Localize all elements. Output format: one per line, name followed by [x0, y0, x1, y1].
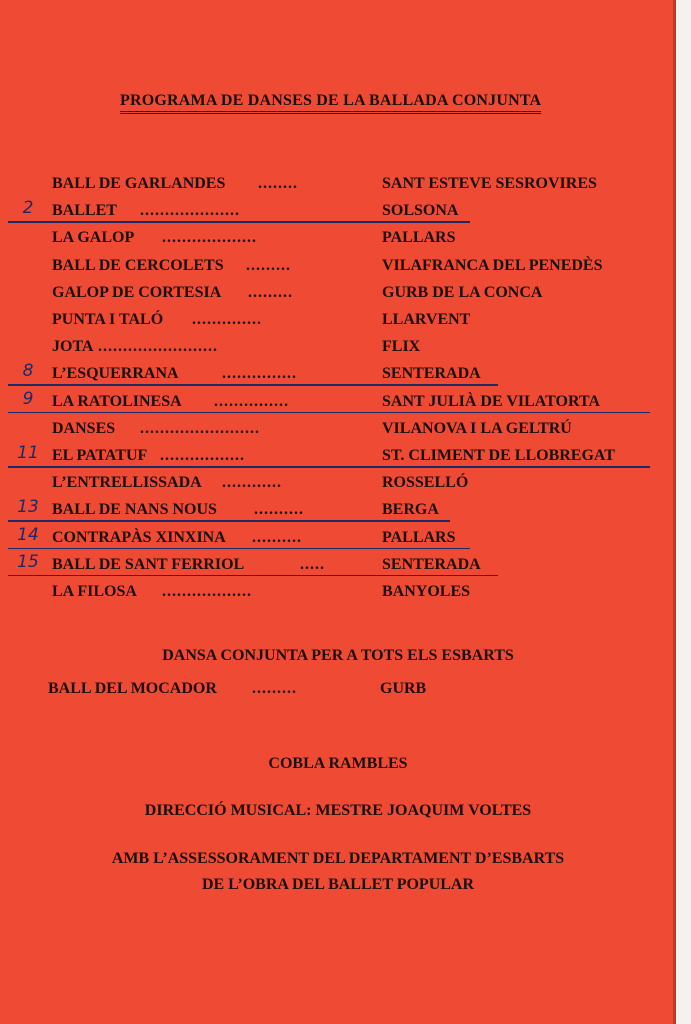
esbart-name: PALLARS	[382, 229, 456, 247]
handwritten-number: 14	[17, 524, 39, 545]
dance-name: JOTA	[52, 338, 94, 356]
dance-name: BALL DE CERCOLETS	[52, 256, 224, 274]
program-row	[0, 474, 676, 500]
program-row	[0, 338, 676, 364]
leader-dots: ..............	[192, 311, 262, 328]
esbart-name: VILAFRANCA DEL PENEDÈS	[382, 256, 603, 274]
joint-dance-group: GURB	[380, 680, 427, 697]
handwritten-underline	[8, 520, 450, 522]
esbart-name: BANYOLES	[382, 583, 471, 600]
advice-line-2: DE L’OBRA DEL BALLET POPULAR	[201, 876, 475, 893]
leader-dots: .................	[160, 447, 245, 464]
handwritten-number: 9	[22, 388, 34, 409]
program-row	[0, 443, 676, 473]
handwritten-underline	[8, 575, 498, 577]
esbart-name: GURB DE LA CONCA	[382, 283, 543, 301]
program-row	[0, 198, 676, 228]
handwritten-number: 2	[22, 198, 34, 219]
esbart-name: SOLSONA	[382, 202, 459, 220]
dance-name: EL PATATUF	[52, 447, 148, 464]
leader-dots: ........................	[140, 419, 260, 437]
dance-name: BALLET	[52, 202, 117, 220]
advice-line-1: AMB L’ASSESSORAMENT DEL DEPARTAMENT D’ESBARTS	[111, 850, 565, 867]
leader-dots: ..................	[162, 583, 252, 600]
esbart-name: FLIX	[382, 338, 421, 356]
program-row	[0, 388, 676, 419]
esbart-name: SANT JULIÀ DE VILATORTA	[382, 392, 601, 410]
leader-dots: .........	[248, 283, 293, 301]
program-row	[0, 311, 676, 337]
dance-name: LA RATOLINESA	[52, 392, 182, 410]
leader-dots: ........................	[98, 338, 218, 356]
dance-name: LA GALOP	[52, 229, 135, 247]
dance-name: BALL DE SANT FERRIOL	[52, 555, 245, 573]
joint-dance-name: BALL DEL MOCADOR	[48, 680, 217, 697]
esbart-name: LLARVENT	[382, 311, 471, 328]
joint-dance-dots: .........	[252, 680, 297, 697]
leader-dots: ..........	[254, 501, 304, 519]
leader-dots: ........	[258, 175, 298, 192]
handwritten-number: 15	[17, 551, 39, 572]
esbart-name: SANT ESTEVE SESROVIRES	[382, 175, 597, 192]
esbart-name: ROSSELLÓ	[382, 474, 469, 492]
esbart-name: SENTERADA	[382, 365, 481, 383]
program-row	[0, 497, 676, 527]
program-row	[0, 175, 676, 201]
handwritten-underline	[8, 221, 470, 223]
cobla-name: COBLA RAMBLES	[268, 755, 408, 772]
dance-name: DANSES	[52, 419, 116, 437]
dance-name: PUNTA I TALÓ	[52, 311, 164, 328]
program-row	[0, 361, 676, 391]
handwritten-underline	[8, 412, 650, 414]
program-row	[0, 524, 676, 555]
program-row	[0, 257, 676, 283]
leader-dots: ...................	[162, 229, 257, 247]
leader-dots: .........	[246, 256, 291, 274]
handwritten-underline	[8, 466, 650, 468]
dance-name: CONTRAPÀS XINXINA	[52, 528, 226, 546]
leader-dots: ..........	[252, 528, 302, 546]
handwritten-number: 8	[22, 361, 34, 382]
dance-name: BALL DE GARLANDES	[52, 175, 226, 192]
leader-dots: ............	[222, 474, 282, 492]
handwritten-number: 11	[17, 443, 39, 463]
dance-name: L’ENTRELLISSADA	[52, 474, 202, 492]
program-row	[0, 551, 676, 582]
program-row	[0, 229, 676, 255]
handwritten-underline	[8, 548, 470, 550]
esbart-name: BERGA	[382, 501, 439, 519]
joint-dance-row	[0, 680, 676, 706]
leader-dots: ...............	[222, 365, 297, 383]
leader-dots: .....	[300, 555, 325, 573]
handwritten-number: 13	[17, 497, 39, 518]
dance-name: L’ESQUERRANA	[52, 365, 179, 383]
esbart-name: VILANOVA I LA GELTRÚ	[382, 419, 572, 437]
esbart-name: ST. CLIMENT DE LLOBREGAT	[382, 447, 615, 464]
page-title: PROGRAMA DE DANSES DE LA BALLADA CONJUNTA	[120, 92, 541, 114]
leader-dots: ....................	[140, 202, 240, 220]
esbart-name: PALLARS	[382, 528, 456, 546]
esbart-name: SENTERADA	[382, 555, 481, 573]
dance-name: BALL DE NANS NOUS	[52, 501, 217, 519]
program-row	[0, 583, 676, 609]
dance-name: LA FILOSA	[52, 583, 137, 600]
program-row	[0, 284, 676, 310]
handwritten-underline	[8, 384, 498, 386]
joint-dance-heading: DANSA CONJUNTA PER A TOTS ELS ESBARTS	[162, 647, 514, 664]
program-row	[0, 420, 676, 446]
leader-dots: ...............	[214, 392, 289, 410]
dance-name: GALOP DE CORTESIA	[52, 283, 222, 301]
musical-direction: DIRECCIÓ MUSICAL: MESTRE JOAQUIM VOLTES	[144, 802, 532, 819]
